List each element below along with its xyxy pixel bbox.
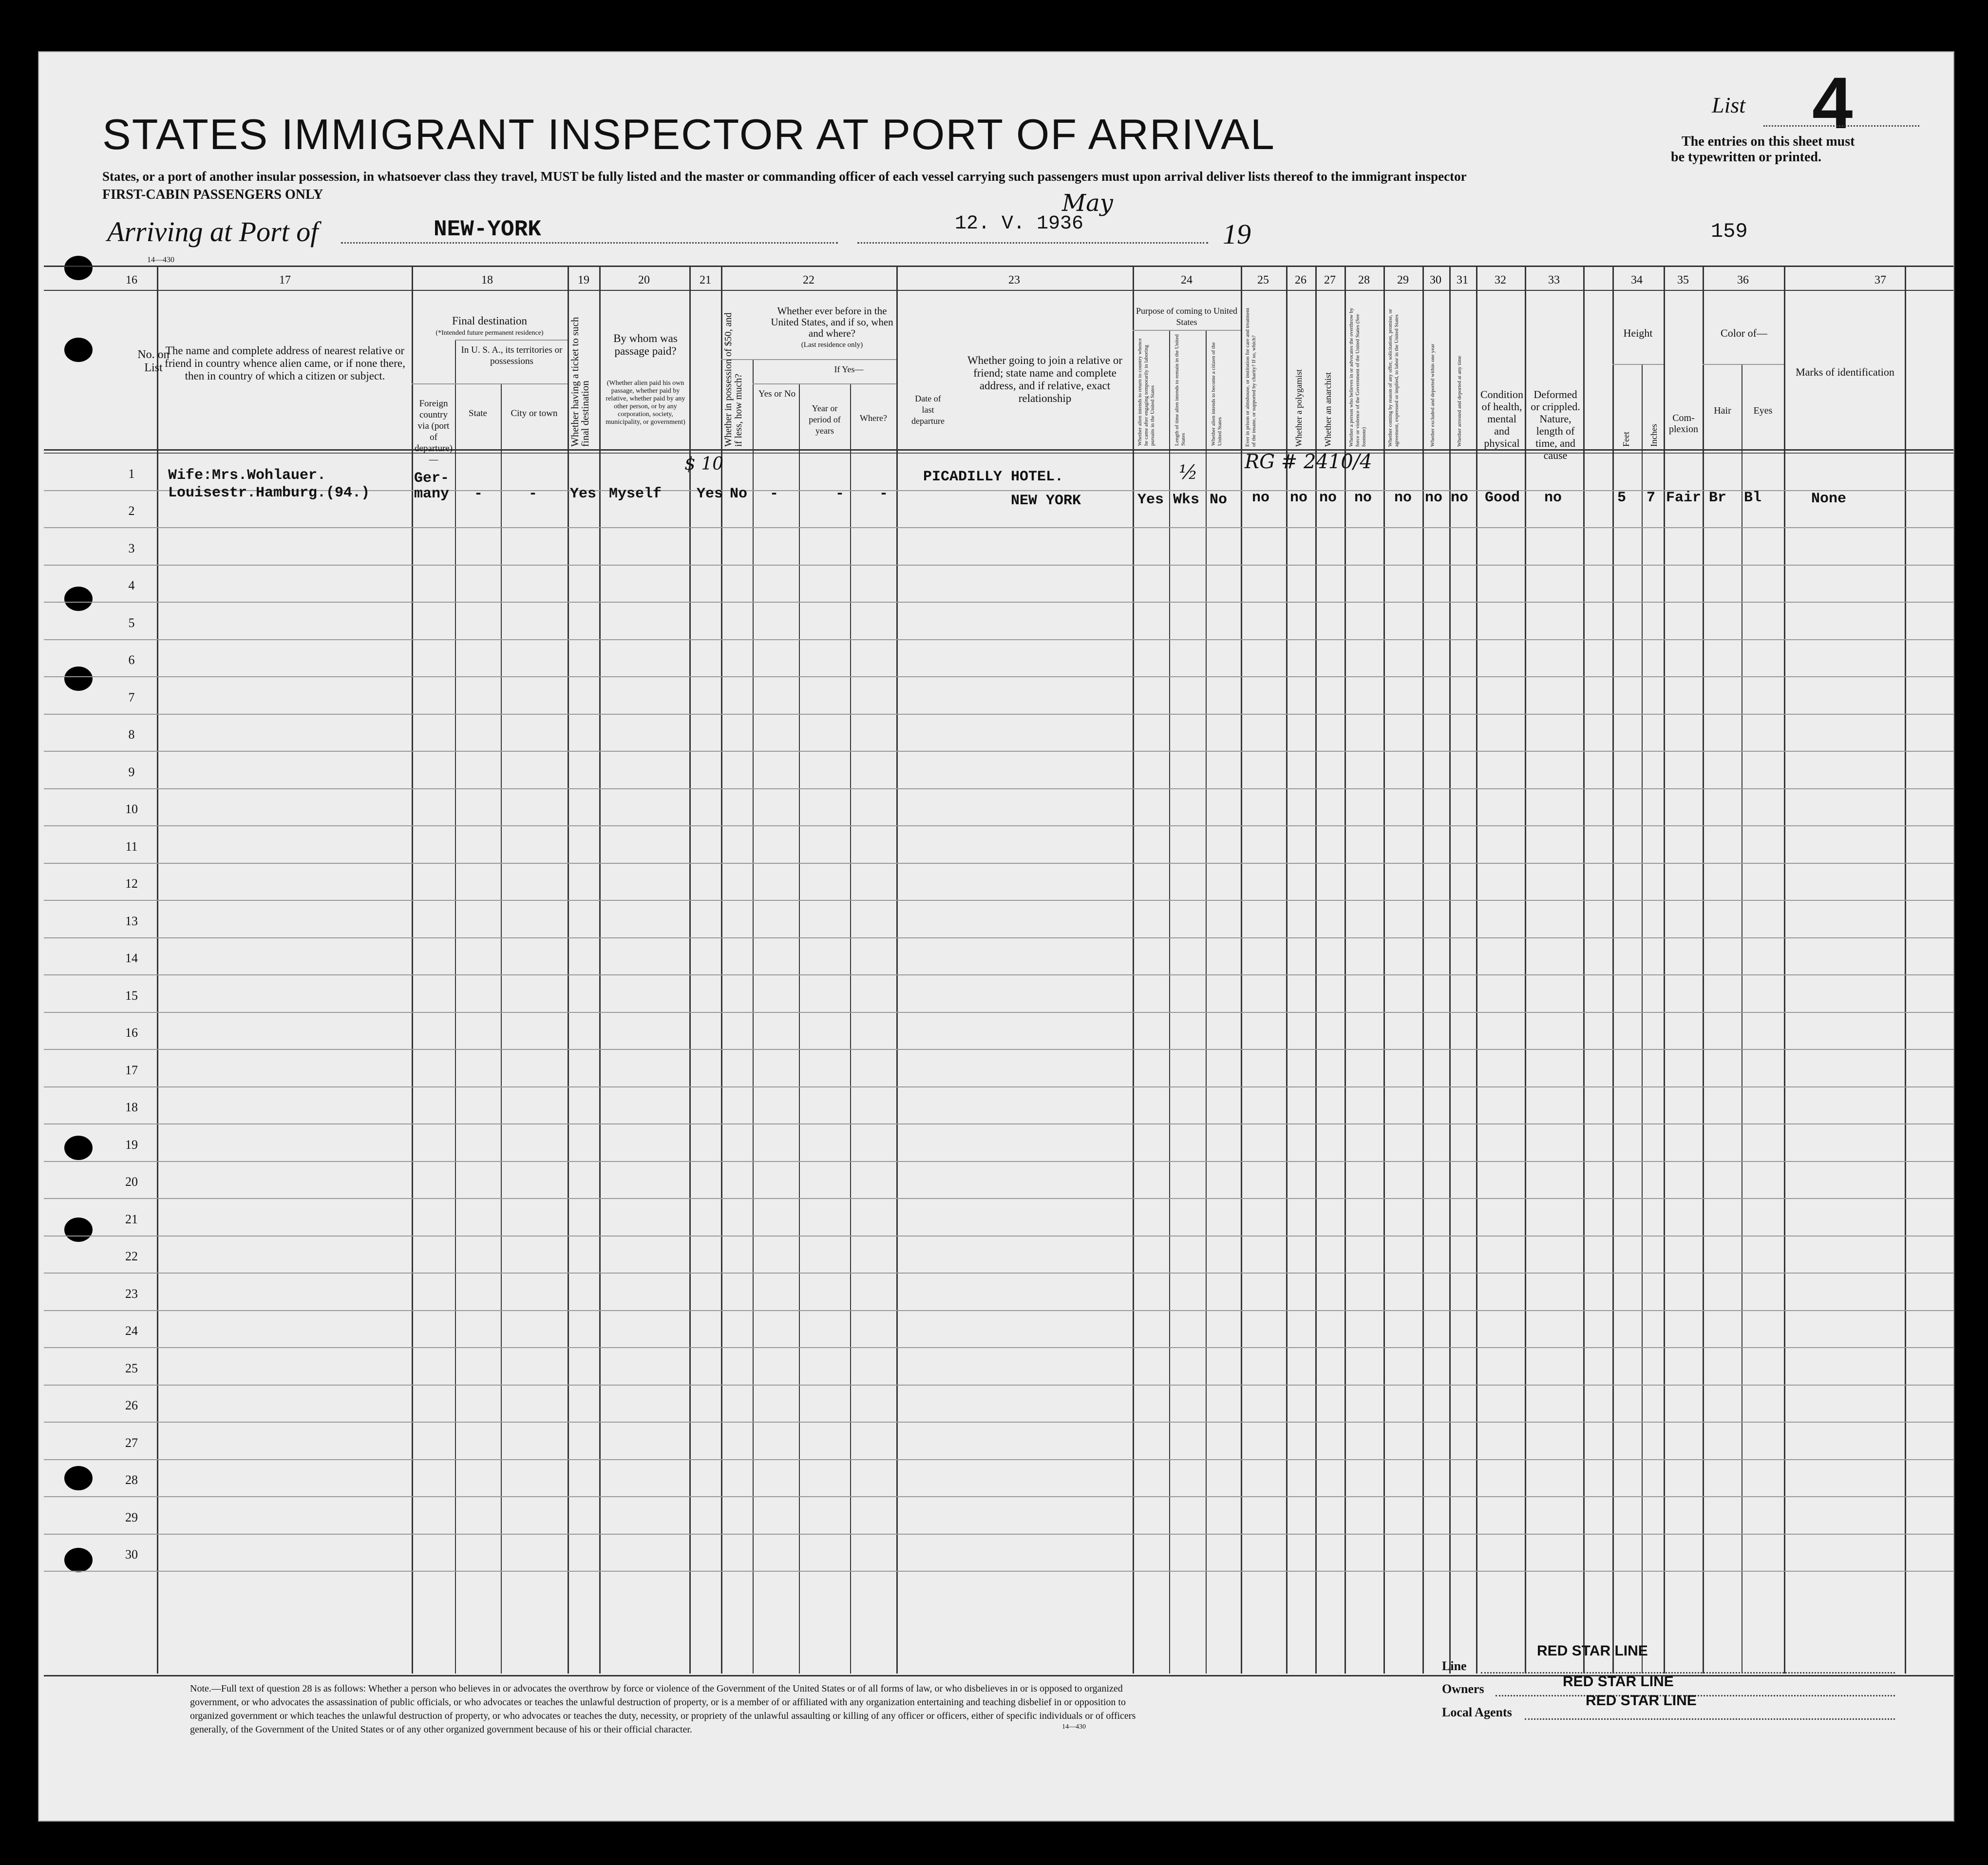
row-number: 1 — [128, 466, 135, 481]
heading-city: City or town — [511, 408, 558, 419]
col-divider — [721, 266, 722, 1674]
col-number: 20 — [638, 274, 650, 286]
row-number: 16 — [125, 1026, 138, 1040]
entry-anarchist: no — [1319, 490, 1337, 506]
heading-eyes: Eyes — [1753, 405, 1773, 416]
col-number: 19 — [578, 274, 589, 286]
row-number: 17 — [125, 1063, 138, 1077]
entry-condition: Good — [1485, 490, 1520, 506]
heading-q28: Whether a person who believes in or advocates the overthrow by force or violence of the Government of the United States (See footnote) — [1348, 307, 1367, 447]
col-divider — [568, 266, 569, 1674]
row-rule — [44, 714, 1953, 715]
entry-prison: no — [1252, 490, 1270, 506]
first-cabin-label: FIRST-CABIN PASSENGERS ONLY — [102, 187, 323, 202]
row-rule — [44, 1236, 1953, 1237]
entry-eyes: Bl — [1744, 490, 1762, 506]
entry-marks: None — [1811, 491, 1847, 507]
heading-if-yes: If Yes— — [834, 364, 864, 374]
col-number: 34 — [1631, 274, 1643, 286]
col-number: 22 — [803, 274, 814, 286]
col-number: 31 — [1457, 274, 1468, 286]
port-value: NEW-YORK — [434, 217, 541, 242]
entry-relative-line2: Louisestr.Hamburg.(94.) — [168, 485, 370, 501]
entry-prison-hand: RG # 2410/4 — [1245, 451, 1372, 473]
col-divider — [850, 383, 851, 1674]
heading-no-on-list: No. on List — [137, 348, 170, 374]
row-number: 3 — [128, 541, 135, 555]
row-number: 28 — [125, 1473, 138, 1487]
row-number: 9 — [128, 764, 135, 779]
col-divider — [1642, 364, 1643, 1674]
footer-form-number: 14—430 — [1062, 1723, 1086, 1731]
entry-complexion: Fair — [1666, 490, 1702, 506]
col-number: 36 — [1737, 274, 1749, 286]
date-handwritten: May — [1062, 190, 1113, 217]
entry-year: - — [770, 486, 779, 502]
col-divider — [1525, 266, 1526, 1674]
subheader-rule — [455, 340, 568, 341]
col-divider — [1449, 266, 1451, 1674]
row-rule — [44, 1086, 1953, 1087]
col-divider — [799, 383, 800, 1674]
row-rule — [44, 1310, 1953, 1311]
footnote-q28: Note.—Full text of question 28 is as follows: Whether a person who believes in or advocates the overthrow by force or violence of the Government of the United States or of all forms of law, or who disbelieves in or is opposed to organized government, or who advocates the assassination of public officials, or who advocates or teaches the unlawful destruction of property, or is a member of or affiliated with any organization entertaining and teaching disbelief in or opposition to organized government or which teaches the unlawful destruction of property, or who advocates or teaches the duty, necessity, or propriety of the unlawful assaulting or killing of any officer or officers, either of specific individuals or of officers generally, of the Government of the United States or of any other organized government because of his or their official character. — [190, 1683, 1136, 1735]
owners-value: RED STAR LINE — [1563, 1674, 1674, 1690]
heading-purpose-b: Length of time alien intends to remain in the United States — [1174, 334, 1186, 446]
col-number-rule — [44, 290, 1953, 291]
entry-join-line2: NEW YORK — [1011, 493, 1081, 509]
row-rule — [44, 751, 1953, 752]
subheader-rule — [412, 383, 568, 384]
subheader-rule — [1133, 330, 1241, 331]
col-divider — [1664, 266, 1665, 1674]
row-number: 30 — [125, 1547, 138, 1561]
heading-join-relative: Whether going to join a relative or friend; state name and complete address, and if relative, exact relationship — [967, 354, 1123, 404]
entries-note: The entries on this sheet must — [1682, 134, 1855, 149]
row-rule — [44, 565, 1953, 566]
line-value: RED STAR LINE — [1537, 1643, 1648, 1659]
heading-by-whom-note: (Whether alien paid his own passage, whether paid by relative, whether paid by any other person, or by any corporation, society, municipality, or government) — [606, 380, 685, 426]
row-number: 19 — [125, 1137, 138, 1152]
heading-foreign-country: Foreign country via (port of departure)— — [414, 399, 453, 465]
subheader-rule — [1612, 364, 1664, 365]
row-number: 13 — [125, 913, 138, 928]
heading-condition: Condition of health, mental and physical — [1480, 388, 1523, 449]
col-number: 21 — [700, 274, 711, 286]
entry-citizen: No — [1210, 492, 1228, 508]
header-rule — [44, 449, 1953, 451]
row-rule — [44, 1422, 1953, 1423]
row-number: 6 — [128, 653, 135, 667]
col-number: 25 — [1257, 274, 1269, 286]
heading-complexion: Com- plexion — [1669, 413, 1698, 435]
row-rule — [44, 863, 1953, 864]
entry-return: Yes — [1137, 492, 1164, 508]
entry-date-dep: - — [879, 486, 889, 502]
row-number: 27 — [125, 1435, 138, 1450]
row-number: 29 — [125, 1510, 138, 1524]
entry-length: Wks — [1173, 492, 1200, 508]
agents-label: Local Agents — [1442, 1705, 1512, 1719]
entry-state: - — [474, 486, 483, 502]
agents-rule — [1525, 1718, 1895, 1720]
line-rule — [1481, 1672, 1895, 1674]
heading-yes-or-no: Yes or No — [758, 389, 796, 399]
entry-paid-by: Myself — [609, 486, 662, 502]
entry-join-line1: PICADILLY HOTEL. — [923, 469, 1064, 485]
col-divider — [1612, 266, 1614, 1674]
heading-marks: Marks of identification — [1796, 366, 1894, 378]
entry-q30: no — [1425, 490, 1443, 506]
arriving-label: Arriving at Port of — [107, 216, 319, 247]
form-number: 14—430 — [147, 256, 174, 264]
row-number: 7 — [128, 690, 135, 704]
row-number: 5 — [128, 615, 135, 630]
entry-ticket: Yes — [570, 486, 597, 502]
row-number: 15 — [125, 988, 138, 1003]
row-rule — [44, 1571, 1953, 1572]
row-rule — [44, 1385, 1953, 1386]
col-number: 30 — [1430, 274, 1441, 286]
dotted-line — [341, 242, 838, 244]
row-rule — [44, 1273, 1953, 1274]
entry-deformed: no — [1544, 490, 1562, 506]
col-number: 35 — [1677, 274, 1689, 286]
list-label: List — [1712, 93, 1746, 117]
heading-ever-before: Whether ever before in the United States, and if so, when and where? — [771, 305, 893, 339]
heading-possession-50: Whether in possession of $50, and if less, how much? — [723, 312, 744, 447]
col-number: 16 — [126, 274, 137, 286]
entry-ever-before: No — [730, 486, 748, 502]
heading-purpose-a: Whether alien intends to return to country whence he came after engaging temporarily in laboring pursuits in the United States — [1137, 338, 1155, 446]
col-divider — [1169, 330, 1170, 1674]
heading-relative-friend: The name and complete address of nearest relative or friend in country whence alien came, or if none there, then in country of which a citizen or subject. — [165, 344, 405, 382]
heading-q30: Whether excluded and deported within one year — [1430, 343, 1436, 447]
heading-polygamist: Whether a polygamist — [1294, 369, 1304, 447]
heading-q31: Whether arrested and deported at any time — [1457, 356, 1462, 447]
row-rule — [44, 1123, 1953, 1124]
row-rule — [44, 825, 1953, 826]
heading-deformed: Deformed or crippled. Nature, length of time, and cause — [1531, 388, 1580, 461]
col-number: 33 — [1548, 274, 1560, 286]
heading-last-residence: (Last residence only) — [801, 341, 863, 349]
col-divider — [896, 266, 898, 1674]
row-number: 26 — [125, 1398, 138, 1412]
col-divider — [1286, 266, 1287, 1674]
heading-purpose: Purpose of coming to United States — [1136, 306, 1237, 327]
col-divider — [1422, 266, 1424, 1674]
col-number: 26 — [1295, 274, 1306, 286]
entry-q31: no — [1451, 490, 1469, 506]
line-label: Line — [1442, 1659, 1467, 1673]
entry-country: Ger- — [414, 470, 450, 487]
col-divider — [753, 359, 754, 1674]
col-number: 32 — [1495, 274, 1506, 286]
heading-anarchist: Whether an anarchist — [1323, 372, 1333, 447]
header-rule — [44, 453, 1953, 454]
row-rule — [44, 1198, 1953, 1199]
row-number: 23 — [125, 1286, 138, 1301]
row-rule — [44, 788, 1953, 789]
col-number: 28 — [1358, 274, 1370, 286]
list-number: 4 — [1812, 62, 1853, 144]
form-subline: States, or a port of another insular possession, in whatsoever class they travel, MUST be fully listed and the master or commanding officer of each vessel carrying such passengers must upon arrival deliver lists thereof to the immigrant inspector — [102, 169, 1467, 184]
col-divider — [1784, 266, 1785, 1674]
heading-purpose-c: Whether alien intends to become a citizen of the United States — [1211, 342, 1223, 446]
entry-inches: 7 — [1647, 490, 1656, 506]
heading-final-dest-note: (*Intended future permanent residence) — [435, 329, 544, 337]
row-number: 14 — [125, 951, 138, 965]
row-rule — [44, 1049, 1953, 1050]
col-divider — [1476, 266, 1477, 1674]
entry-feet: 5 — [1617, 490, 1627, 506]
row-number: 11 — [125, 839, 138, 854]
entry-length-hand: ½ — [1179, 461, 1198, 484]
subheader-rule — [753, 383, 896, 384]
heading-date-last-dep: Date of last departure — [911, 394, 945, 426]
entry-relative-line1: Wife:Mrs.Wohlauer. — [168, 467, 326, 484]
row-rule — [44, 937, 1953, 938]
entries-note: be typewritten or printed. — [1671, 150, 1821, 165]
heading-hair: Hair — [1714, 405, 1731, 416]
row-rule — [44, 1459, 1953, 1460]
entry-where: - — [835, 486, 845, 502]
row-rule — [44, 1347, 1953, 1348]
entry-city: - — [529, 486, 538, 502]
col-divider — [1905, 266, 1906, 1674]
heading-ticket: Whether having a ticket to such final destination — [569, 317, 591, 447]
row-rule — [44, 1161, 1953, 1162]
col-divider — [1383, 266, 1385, 1674]
col-number: 23 — [1008, 274, 1020, 286]
row-number: 24 — [125, 1324, 138, 1338]
row-rule — [44, 639, 1953, 640]
subheader-rule — [721, 359, 896, 360]
col-number: 18 — [481, 274, 493, 286]
row-number: 22 — [125, 1249, 138, 1263]
row-rule — [44, 1496, 1953, 1497]
form-title: STATES IMMIGRANT INSPECTOR AT PORT OF ARRIVAL — [102, 110, 1275, 158]
heading-final-destination: Final destination — [452, 315, 527, 327]
col-divider — [1344, 266, 1346, 1674]
row-number: 18 — [125, 1100, 138, 1114]
row-number: 8 — [128, 727, 135, 742]
col-divider — [1241, 266, 1242, 1674]
heading-q29: Whether coming by reason of any offer, solicitation, promise, or agreement, expressed or implied, to labor in the United States — [1387, 309, 1400, 447]
entry-q28: no — [1354, 490, 1372, 506]
row-number: 10 — [125, 802, 138, 816]
row-number: 20 — [125, 1175, 138, 1189]
row-rule — [44, 900, 1953, 901]
entry-money-hand: $ 10 — [684, 454, 724, 474]
heading-in-usa: In U. S. A., its territories or possessions — [461, 345, 563, 366]
entry-country: many — [414, 486, 450, 502]
row-rule — [44, 974, 1953, 975]
col-divider — [157, 266, 158, 1674]
row-number: 2 — [128, 504, 135, 518]
row-number: 4 — [128, 578, 135, 592]
heading-color-of: Color of— — [1721, 327, 1767, 339]
row-rule — [44, 1012, 1953, 1013]
col-divider — [1583, 266, 1585, 1674]
agents-value: RED STAR LINE — [1586, 1693, 1697, 1709]
row-rule — [44, 1534, 1953, 1535]
sheet-number: 159 — [1711, 220, 1748, 243]
row-rule — [44, 602, 1953, 603]
entry-q29: no — [1394, 490, 1412, 506]
col-number: 29 — [1397, 274, 1409, 286]
col-divider — [455, 340, 456, 1674]
row-rule — [44, 527, 1953, 528]
subheader-rule — [1703, 364, 1784, 365]
heading-where: Where? — [860, 413, 887, 423]
heading-state: State — [469, 408, 487, 419]
heading-height: Height — [1623, 327, 1653, 339]
row-number: 12 — [125, 876, 138, 891]
col-divider — [1315, 266, 1317, 1674]
row-rule — [44, 676, 1953, 677]
col-divider — [1703, 266, 1704, 1674]
col-divider — [1206, 330, 1207, 1674]
col-divider — [1133, 266, 1134, 1674]
dotted-line — [857, 242, 1208, 244]
row-number: 25 — [125, 1361, 138, 1375]
heading-prison: Ever in prison or almshouse, or institution for care and treatment of the insane, or supported by charity? If so, which? — [1245, 307, 1257, 447]
owners-label: Owners — [1442, 1682, 1484, 1696]
manifest-sheet — [38, 51, 1954, 1822]
entry-polygamist: no — [1290, 490, 1308, 506]
heading-feet: Feet — [1621, 432, 1631, 447]
col-number: 17 — [279, 274, 291, 286]
col-divider — [501, 383, 502, 1674]
col-number: 37 — [1874, 274, 1886, 286]
row-number: 21 — [125, 1212, 138, 1226]
col-divider — [599, 266, 601, 1674]
list-underline — [1763, 125, 1919, 127]
year-prefix: 19 — [1223, 218, 1251, 250]
heading-inches: Inches — [1649, 424, 1659, 447]
col-divider — [689, 266, 691, 1674]
col-number: 27 — [1324, 274, 1336, 286]
heading-by-whom: By whom was passage paid? — [613, 332, 678, 357]
entry-money: Yes — [697, 486, 723, 502]
heading-year-period: Year or period of years — [809, 403, 841, 436]
col-number: 24 — [1181, 274, 1193, 286]
entry-hair: Br — [1709, 490, 1727, 506]
date-stamp: 12. V. 1936 — [955, 213, 1084, 235]
col-divider — [412, 266, 413, 1674]
